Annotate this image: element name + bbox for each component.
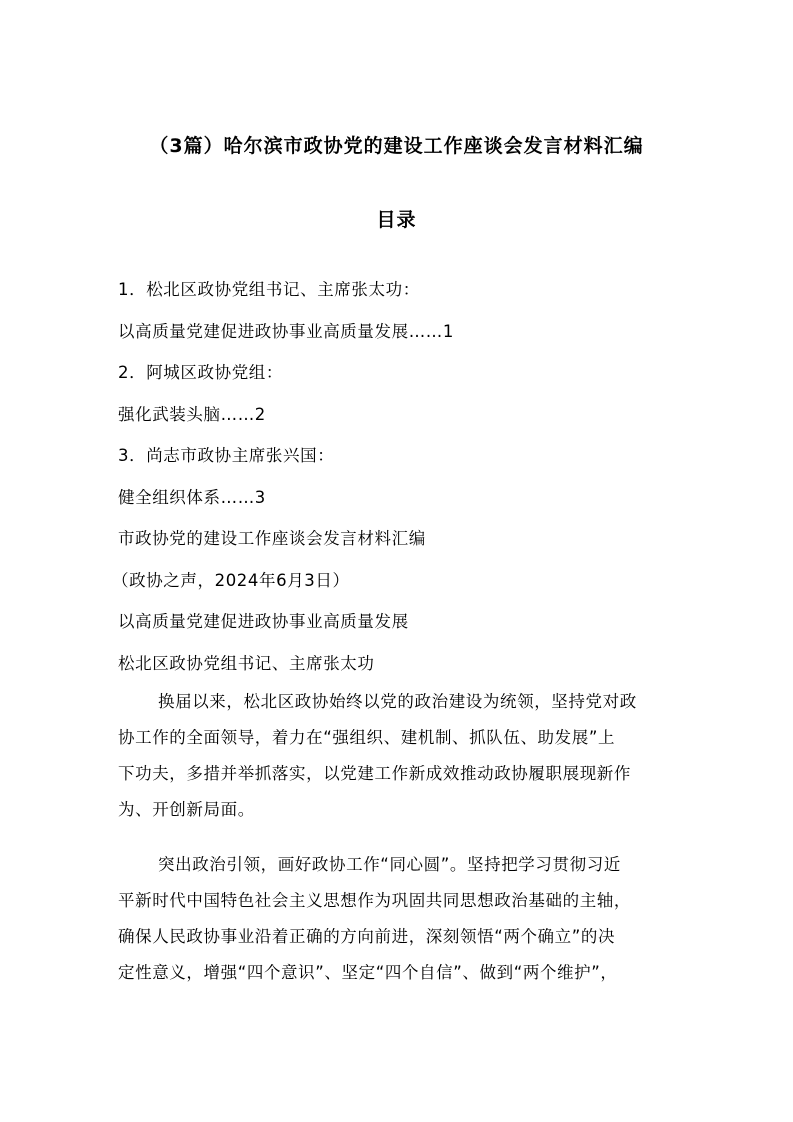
paragraph-line: 为、开创新局面。 (118, 800, 255, 819)
paragraph-line: 突出政治引领，画好政协工作“同心圆”。坚持把学习贯彻习近 (158, 855, 621, 874)
toc-item-3-label: 3．尚志市政协主席张兴国： (118, 446, 335, 465)
collection-title: 市政协党的建设工作座谈会发言材料汇编 (118, 529, 426, 548)
article-title: 以高质量党建促进政协事业高质量发展 (118, 612, 409, 631)
paragraph-line: 定性意义，增强“四个意识”、坚定“四个自信”、做到“两个维护”， (118, 963, 618, 982)
body-paragraph-2 (118, 847, 678, 991)
article-author: 松北区政协党组书记、主席张太功 (118, 654, 375, 673)
toc-item-1-label: 1．松北区政协党组书记、主席张太功： (118, 280, 420, 299)
paragraph-line: 协工作的全面领导，着力在“强组织、建机制、抓队伍、助发展”上 (118, 728, 616, 747)
toc-heading: 目录 (376, 209, 417, 231)
paragraph-line: 平新时代中国特色社会主义思想作为巩固共同思想政治基础的主轴， (118, 891, 631, 910)
toc-item-2-entry[interactable]: 强化武装头脑……2 (118, 405, 266, 424)
document-title: （3篇）哈尔滨市政协党的建设工作座谈会发言材料汇编 (149, 135, 644, 157)
paragraph-line: 确保人民政协事业沿着正确的方向前进，深刻领悟“两个确立”的决 (118, 927, 616, 946)
body-paragraph-1 (118, 684, 678, 828)
source-line: （政协之声，2024年6月3日） (112, 571, 350, 590)
toc-item-2-label: 2．阿城区政协党组： (118, 363, 283, 382)
paragraph-line: 下功夫，多措并举抓落实，以党建工作新成效推动政协履职展现新作 (118, 764, 631, 783)
paragraph-line: 换届以来，松北区政协始终以党的政治建设为统领，坚持党对政 (158, 692, 637, 711)
toc-item-3-entry[interactable]: 健全组织体系……3 (118, 488, 266, 507)
toc-item-1-entry[interactable]: 以高质量党建促进政协事业高质量发展……1 (118, 322, 454, 341)
